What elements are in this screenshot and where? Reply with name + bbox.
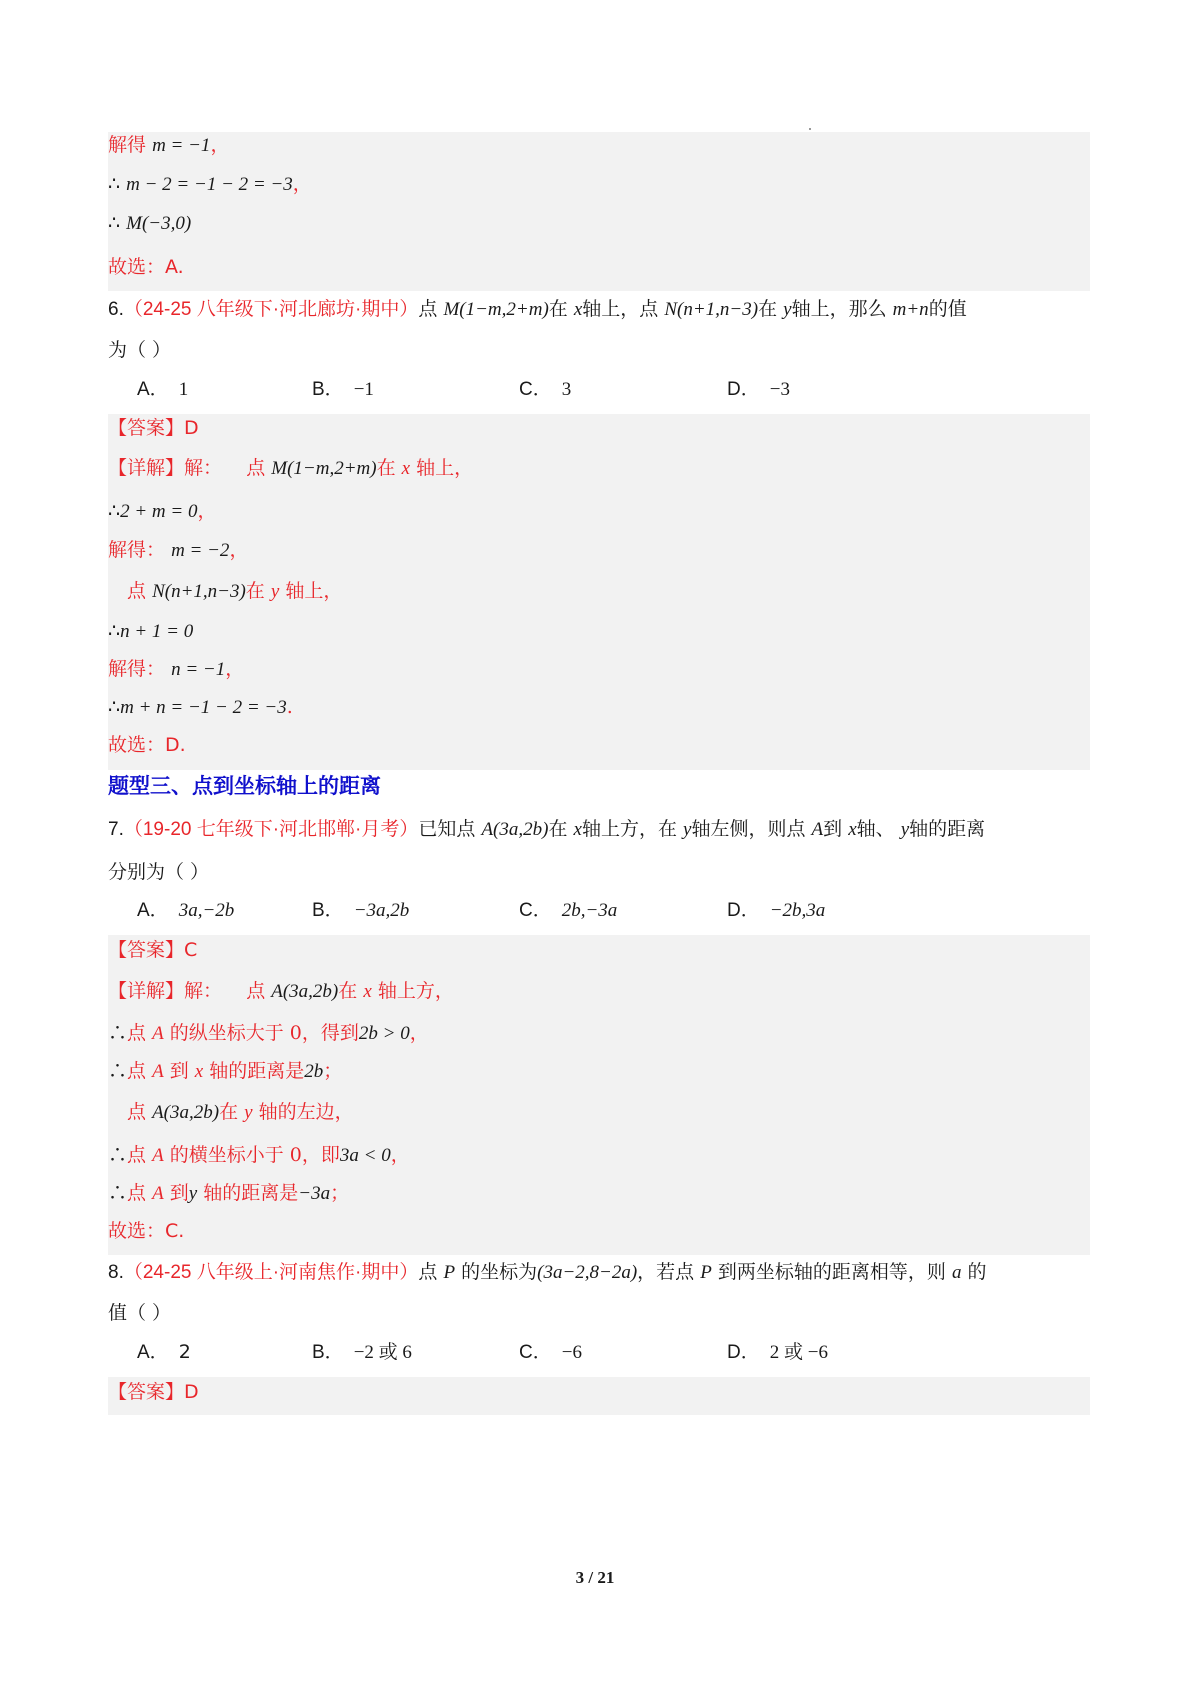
option-b[interactable]: B． −1 xyxy=(312,379,374,400)
q7-detail-line-2: ∴点 A 的纵坐标大于 0，得到2b > 0， xyxy=(108,1022,429,1044)
q6-answer: 【答案】D xyxy=(108,417,199,439)
q7-detail-line-3: ∴点 A 到 x 轴的距离是2b； xyxy=(108,1060,343,1082)
q6-detail-line-3: 解得： m = −2， xyxy=(108,539,249,561)
q7-detail-line-6: ∴点 A 到y 轴的距离是−3a； xyxy=(108,1182,350,1204)
option-c[interactable]: C． −6 xyxy=(519,1342,582,1363)
question-8-stem: 8.（24-25 八年级上·河南焦作·期中）点 P 的坐标为(3a−2,8−2a)，若点 P 到两坐标轴的距离相等，则 a 的 xyxy=(108,1261,987,1283)
option-b[interactable]: B． −2 或 6 xyxy=(312,1342,412,1363)
solution-box-q8 xyxy=(108,1377,1090,1415)
section-title: 题型三、点到坐标轴上的距离 xyxy=(108,774,381,798)
q8-answer: 【答案】D xyxy=(108,1381,199,1403)
question-7-stem: 7.（19-20 七年级下·河北邯郸·月考）已知点 A(3a,2b)在 x轴上方，在 y轴左侧，则点 A到 x轴、 y轴的距离 xyxy=(108,818,986,840)
prev-solution-choice: 故选：A. xyxy=(108,256,184,278)
q7-choice: 故选：C. xyxy=(108,1220,185,1242)
option-d[interactable]: D． 2 或 −6 xyxy=(727,1342,828,1363)
option-d[interactable]: D． −3 xyxy=(727,379,790,400)
question-7-stem-line-2: 分别为（ ） xyxy=(108,861,210,883)
q6-detail-line-6: 解得： n = −1， xyxy=(108,658,245,680)
option-a[interactable]: A． 2 xyxy=(137,1341,191,1363)
option-a[interactable]: A． 1 xyxy=(137,379,189,400)
q7-answer: 【答案】C xyxy=(108,939,198,961)
option-c[interactable]: C． 2b,−3a xyxy=(519,900,618,921)
q7-detail-line-1: 【详解】解： 点 A(3a,2b)在 x 轴上方， xyxy=(108,980,454,1002)
prev-solution-line-3: ∴ M(−3,0) xyxy=(108,212,192,234)
option-a[interactable]: A． 3a,−2b xyxy=(137,900,235,921)
question-6-stem-line-2: 为（ ） xyxy=(108,339,172,361)
q7-detail-line-5: ∴点 A 的横坐标小于 0，即3a < 0， xyxy=(108,1144,410,1166)
option-c[interactable]: C． 3 xyxy=(519,379,572,400)
question-6-stem: 6.（24-25 八年级下·河北廊坊·期中）点 M(1−m,2+m)在 x轴上，点 N(n+1,n−3)在 y轴上，那么 m+n的值 xyxy=(108,298,967,320)
q6-detail-line-7: ∴m + n = −1 − 2 = −3. xyxy=(108,696,293,718)
page-indicator: 3 / 21 xyxy=(575,1568,615,1587)
q6-detail-line-1: 【详解】解： 点 M(1−m,2+m)在 x 轴上， xyxy=(108,457,474,479)
option-d[interactable]: D． −2b,3a xyxy=(727,900,826,921)
stray-mark xyxy=(809,128,811,130)
q6-detail-line-5: ∴n + 1 = 0 xyxy=(108,620,194,642)
q7-detail-line-4: 点 A(3a,2b)在 y 轴的左边， xyxy=(127,1101,354,1123)
q6-choice: 故选：D. xyxy=(108,734,186,756)
q6-detail-line-4: 点 N(n+1,n−3)在 y 轴上， xyxy=(127,580,343,602)
question-8-stem-line-2: 值（ ） xyxy=(108,1302,172,1324)
q6-detail-line-2: ∴2 + m = 0， xyxy=(108,500,217,522)
solution-box-prev xyxy=(108,132,1090,291)
option-b[interactable]: B． −3a,2b xyxy=(312,900,410,921)
prev-solution-line-2: ∴ m − 2 = −1 − 2 = −3， xyxy=(108,173,312,195)
prev-solution-line-1: 解得 m = −1， xyxy=(108,134,230,156)
